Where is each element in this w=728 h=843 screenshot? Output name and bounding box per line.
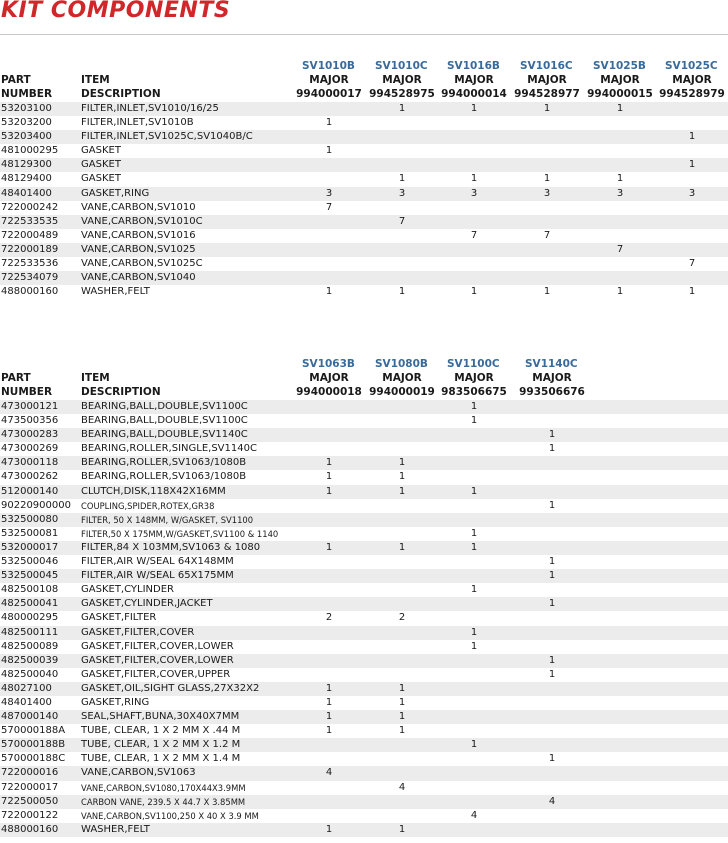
page-title: KIT COMPONENTS <box>1 0 231 23</box>
kit-type: MAJOR <box>454 372 494 384</box>
column-header-description: ITEM <box>81 74 110 86</box>
part-number: 473000118 <box>1 457 59 469</box>
quantity-cell: 2 <box>398 612 406 624</box>
kit-type: MAJOR <box>600 74 640 86</box>
part-number: 473000262 <box>1 471 59 483</box>
kit-number: 994000019 <box>369 386 435 398</box>
part-number: 722500050 <box>1 795 59 807</box>
item-description: TUBE, CLEAR, 1 X 2 MM X 1.2 M <box>81 739 241 751</box>
quantity-cell: 1 <box>543 103 551 114</box>
table-row <box>0 640 728 654</box>
item-description: GASKET <box>81 159 121 171</box>
quantity-cell: 4 <box>325 767 333 779</box>
item-description: FILTER,50 X 175MM,W/GASKET,SV1100 & 1140 <box>81 528 279 539</box>
table-row <box>0 201 728 215</box>
item-description: FILTER,INLET,SV1010/16/25 <box>81 103 219 114</box>
part-number: 482500041 <box>1 598 59 610</box>
part-number: 532500045 <box>1 570 59 582</box>
part-number: 482500039 <box>1 654 59 666</box>
quantity-cell: 1 <box>470 626 478 638</box>
kit-number: 994528979 <box>659 88 725 100</box>
item-description: BEARING,ROLLER,SV1063/1080B <box>81 471 247 483</box>
item-description: VANE,CARBON,SV1016 <box>81 229 196 241</box>
kit-number: 994000017 <box>296 88 362 100</box>
model-header: SV1063B <box>302 358 355 370</box>
quantity-cell: 1 <box>548 556 556 568</box>
item-description: WASHER,FELT <box>81 286 150 298</box>
part-number: 473000269 <box>1 443 59 455</box>
item-description: VANE,CARBON,SV1063 <box>81 767 196 779</box>
part-number: 53203200 <box>1 117 52 129</box>
quantity-cell: 1 <box>325 117 333 129</box>
quantity-cell: 1 <box>616 103 624 114</box>
part-number: 570000188A <box>1 725 66 737</box>
item-description: BEARING,ROLLER,SV1063/1080B <box>81 457 247 469</box>
table-row <box>0 668 728 682</box>
quantity-cell: 1 <box>688 159 696 171</box>
quantity-cell: 1 <box>470 103 478 114</box>
table-row <box>0 144 728 158</box>
part-number: 473000283 <box>1 429 59 441</box>
part-number: 48401400 <box>1 696 52 708</box>
quantity-cell: 4 <box>398 781 406 793</box>
item-description: BEARING,BALL,DOUBLE,SV1140C <box>81 429 248 441</box>
item-description: GASKET,FILTER <box>81 612 157 624</box>
table-row <box>0 809 728 823</box>
part-number: 488000160 <box>1 286 59 298</box>
column-header-description: DESCRIPTION <box>81 386 161 398</box>
quantity-cell: 1 <box>325 541 333 553</box>
quantity-cell: 1 <box>548 443 556 455</box>
quantity-cell: 1 <box>470 286 478 298</box>
table-row <box>0 696 728 710</box>
part-number: 722000017 <box>1 781 59 793</box>
quantity-cell: 3 <box>616 187 624 199</box>
model-header: SV1100C <box>447 358 500 370</box>
item-description: GASKET,CYLINDER <box>81 584 174 596</box>
table-row <box>0 781 728 795</box>
quantity-cell: 7 <box>543 229 551 241</box>
part-number: 722534079 <box>1 272 59 284</box>
part-number: 570000188C <box>1 753 66 765</box>
part-number: 570000188B <box>1 739 66 751</box>
quantity-cell: 1 <box>470 640 478 652</box>
quantity-cell: 3 <box>688 187 696 199</box>
quantity-cell: 1 <box>548 753 556 765</box>
column-header-part: NUMBER <box>1 88 53 100</box>
kit-number: 994000014 <box>441 88 507 100</box>
table-row <box>0 710 728 724</box>
part-number: 482500040 <box>1 668 59 680</box>
part-number: 48129400 <box>1 173 52 185</box>
quantity-cell: 3 <box>398 187 406 199</box>
model-header: SV1025C <box>665 60 718 72</box>
item-description: VANE,CARBON,SV1100,250 X 40 X 3.9 MM <box>81 810 259 821</box>
part-number: 480000295 <box>1 612 59 624</box>
item-description: GASKET,FILTER,COVER,LOWER <box>81 654 234 666</box>
part-number: 722000016 <box>1 767 59 779</box>
part-number: 53203100 <box>1 103 52 114</box>
table-row <box>0 215 728 229</box>
quantity-cell: 1 <box>325 485 333 497</box>
item-description: FILTER, 50 X 148MM, W/GASKET, SV1100 <box>81 514 254 525</box>
table-row <box>0 654 728 668</box>
quantity-cell: 1 <box>398 286 406 298</box>
table-row <box>0 229 728 243</box>
item-description: VANE,CARBON,SV1010 <box>81 201 196 213</box>
table-row <box>0 626 728 640</box>
quantity-cell: 1 <box>325 471 333 483</box>
kit-type: MAJOR <box>532 372 572 384</box>
quantity-cell: 1 <box>548 654 556 666</box>
quantity-cell: 1 <box>616 286 624 298</box>
part-number: 53203400 <box>1 131 52 143</box>
table-row <box>0 541 728 555</box>
model-header: SV1010B <box>302 60 355 72</box>
quantity-cell: 1 <box>688 286 696 298</box>
table-row <box>0 823 728 837</box>
quantity-cell: 3 <box>543 187 551 199</box>
quantity-cell: 1 <box>470 173 478 185</box>
item-description: GASKET,FILTER,COVER <box>81 626 195 638</box>
part-number: 722000489 <box>1 229 59 241</box>
model-header: SV1080B <box>375 358 428 370</box>
quantity-cell: 1 <box>616 173 624 185</box>
quantity-cell: 1 <box>398 711 406 723</box>
part-number: 532500081 <box>1 527 59 539</box>
quantity-cell: 7 <box>398 215 406 227</box>
table-row <box>0 172 728 186</box>
quantity-cell: 1 <box>325 711 333 723</box>
quantity-cell: 7 <box>325 201 333 213</box>
quantity-cell: 1 <box>398 682 406 694</box>
item-description: GASKET,CYLINDER,JACKET <box>81 598 213 610</box>
quantity-cell: 1 <box>548 570 556 582</box>
item-description: FILTER,AIR W/SEAL 64X148MM <box>81 556 234 568</box>
column-header-description: ITEM <box>81 372 110 384</box>
quantity-cell: 1 <box>548 668 556 680</box>
quantity-cell: 1 <box>470 527 478 539</box>
item-description: GASKET,FILTER,COVER,UPPER <box>81 668 231 680</box>
item-description: BEARING,ROLLER,SINGLE,SV1140C <box>81 443 257 455</box>
item-description: GASKET,RING <box>81 696 150 708</box>
table-row <box>0 400 728 414</box>
model-header: SV1016B <box>447 60 500 72</box>
part-number: 532500080 <box>1 513 59 525</box>
item-description: VANE,CARBON,SV1010C <box>81 215 203 227</box>
quantity-cell: 1 <box>325 823 333 835</box>
part-number: 481000295 <box>1 145 59 157</box>
table-row <box>0 682 728 696</box>
kit-type: MAJOR <box>309 372 349 384</box>
table-row <box>0 428 728 442</box>
part-number: 482500111 <box>1 626 59 638</box>
item-description: FILTER,AIR W/SEAL 65X175MM <box>81 570 234 582</box>
table-row <box>0 130 728 144</box>
column-header-part: NUMBER <box>1 386 53 398</box>
quantity-cell: 4 <box>548 795 556 807</box>
part-number: 512000140 <box>1 485 59 497</box>
table-row <box>0 795 728 809</box>
part-number: 90220900000 <box>1 499 71 511</box>
quantity-cell: 1 <box>398 485 406 497</box>
quantity-cell: 1 <box>398 541 406 553</box>
part-number: 532000017 <box>1 541 59 553</box>
table-row <box>0 243 728 257</box>
part-number: 722000242 <box>1 201 59 213</box>
quantity-cell: 1 <box>543 173 551 185</box>
item-description: FILTER,INLET,SV1025C,SV1040B/C <box>81 131 253 143</box>
quantity-cell: 1 <box>325 725 333 737</box>
kit-type: MAJOR <box>382 74 422 86</box>
kit-type: MAJOR <box>382 372 422 384</box>
table-row <box>0 766 728 780</box>
kit-type: MAJOR <box>309 74 349 86</box>
kit-type: MAJOR <box>672 74 712 86</box>
item-description: VANE,CARBON,SV1080,170X44X3.9MM <box>81 782 246 793</box>
kit-table-1 <box>0 60 728 299</box>
column-header-part: PART <box>1 372 31 384</box>
quantity-cell: 1 <box>470 584 478 596</box>
quantity-cell: 1 <box>325 145 333 157</box>
quantity-cell: 1 <box>548 499 556 511</box>
model-header: SV1025B <box>593 60 646 72</box>
table-row <box>0 583 728 597</box>
table-row <box>0 738 728 752</box>
item-description: COUPLING,SPIDER,ROTEX,GR38 <box>81 500 215 511</box>
table-row <box>0 285 728 299</box>
model-header: SV1140C <box>525 358 578 370</box>
part-number: 722533535 <box>1 215 59 227</box>
quantity-cell: 1 <box>688 131 696 143</box>
kit-number: 994528977 <box>514 88 580 100</box>
quantity-cell: 4 <box>470 809 478 821</box>
table-header <box>0 358 728 400</box>
quantity-cell: 1 <box>325 682 333 694</box>
title-rule <box>0 34 728 35</box>
table-row <box>0 597 728 611</box>
kit-number: 994000018 <box>296 386 362 398</box>
table-row <box>0 102 728 116</box>
item-description: FILTER,84 X 103MM,SV1063 & 1080 <box>81 541 261 553</box>
table-row <box>0 187 728 201</box>
kit-table-2 <box>0 358 728 837</box>
quantity-cell: 1 <box>398 457 406 469</box>
quantity-cell: 1 <box>398 103 406 114</box>
quantity-cell: 1 <box>398 471 406 483</box>
quantity-cell: 1 <box>398 725 406 737</box>
item-description: SEAL,SHAFT,BUNA,30X40X7MM <box>81 711 240 723</box>
item-description: BEARING,BALL,DOUBLE,SV1100C <box>81 401 248 412</box>
column-header-description: DESCRIPTION <box>81 88 161 100</box>
kit-number: 994000015 <box>587 88 653 100</box>
table-row <box>0 485 728 499</box>
table-row <box>0 527 728 541</box>
part-number: 488000160 <box>1 823 59 835</box>
item-description: GASKET,RING <box>81 187 150 199</box>
item-description: FILTER,INLET,SV1010B <box>81 117 194 129</box>
item-description: GASKET,OIL,SIGHT GLASS,27X32X2 <box>81 682 260 694</box>
table-row <box>0 555 728 569</box>
table-row <box>0 414 728 428</box>
kit-number: 993506676 <box>519 386 585 398</box>
part-number: 48401400 <box>1 187 52 199</box>
table-row <box>0 158 728 172</box>
part-number: 487000140 <box>1 711 59 723</box>
quantity-cell: 3 <box>325 187 333 199</box>
part-number: 48027100 <box>1 682 52 694</box>
table-row <box>0 257 728 271</box>
item-description: VANE,CARBON,SV1040 <box>81 272 196 284</box>
item-description: CLUTCH,DISK,118X42X16MM <box>81 485 226 497</box>
item-description: GASKET <box>81 173 121 185</box>
item-description: VANE,CARBON,SV1025C <box>81 258 203 270</box>
table-row <box>0 442 728 456</box>
quantity-cell: 1 <box>470 541 478 553</box>
quantity-cell: 7 <box>688 258 696 270</box>
kit-number: 994528975 <box>369 88 435 100</box>
column-header-part: PART <box>1 74 31 86</box>
table-row <box>0 116 728 130</box>
quantity-cell: 1 <box>470 739 478 751</box>
quantity-cell: 1 <box>543 286 551 298</box>
item-description: WASHER,FELT <box>81 823 150 835</box>
part-number: 473000121 <box>1 401 59 412</box>
quantity-cell: 1 <box>398 823 406 835</box>
quantity-cell: 1 <box>470 415 478 427</box>
part-number: 722000189 <box>1 243 59 255</box>
part-number: 722533536 <box>1 258 59 270</box>
kit-type: MAJOR <box>527 74 567 86</box>
quantity-cell: 1 <box>548 598 556 610</box>
table-row <box>0 499 728 513</box>
table-row <box>0 569 728 583</box>
table-row <box>0 752 728 766</box>
item-description: GASKET,FILTER,COVER,LOWER <box>81 640 234 652</box>
quantity-cell: 1 <box>398 173 406 185</box>
quantity-cell: 2 <box>325 612 333 624</box>
part-number: 532500046 <box>1 556 59 568</box>
table-header <box>0 60 728 102</box>
item-description: CARBON VANE, 239.5 X 44.7 X 3.85MM <box>81 796 246 807</box>
quantity-cell: 1 <box>398 696 406 708</box>
quantity-cell: 3 <box>470 187 478 199</box>
item-description: TUBE, CLEAR, 1 X 2 MM X .44 M <box>81 725 241 737</box>
part-number: 722000122 <box>1 809 59 821</box>
part-number: 482500108 <box>1 584 59 596</box>
quantity-cell: 1 <box>548 429 556 441</box>
table-row <box>0 724 728 738</box>
item-description: TUBE, CLEAR, 1 X 2 MM X 1.4 M <box>81 753 241 765</box>
table-row <box>0 470 728 484</box>
table-row <box>0 271 728 285</box>
quantity-cell: 1 <box>325 457 333 469</box>
item-description: BEARING,BALL,DOUBLE,SV1100C <box>81 415 248 427</box>
table-row <box>0 513 728 527</box>
kit-number: 983506675 <box>441 386 507 398</box>
part-number: 473500356 <box>1 415 59 427</box>
quantity-cell: 7 <box>616 243 624 255</box>
model-header: SV1016C <box>520 60 573 72</box>
item-description: VANE,CARBON,SV1025 <box>81 243 196 255</box>
quantity-cell: 7 <box>470 229 478 241</box>
model-header: SV1010C <box>375 60 428 72</box>
kit-type: MAJOR <box>454 74 494 86</box>
table-row <box>0 611 728 625</box>
table-row <box>0 456 728 470</box>
item-description: GASKET <box>81 145 121 157</box>
quantity-cell: 1 <box>470 401 478 412</box>
part-number: 482500089 <box>1 640 59 652</box>
part-number: 48129300 <box>1 159 52 171</box>
quantity-cell: 1 <box>325 286 333 298</box>
quantity-cell: 1 <box>325 696 333 708</box>
quantity-cell: 1 <box>470 485 478 497</box>
